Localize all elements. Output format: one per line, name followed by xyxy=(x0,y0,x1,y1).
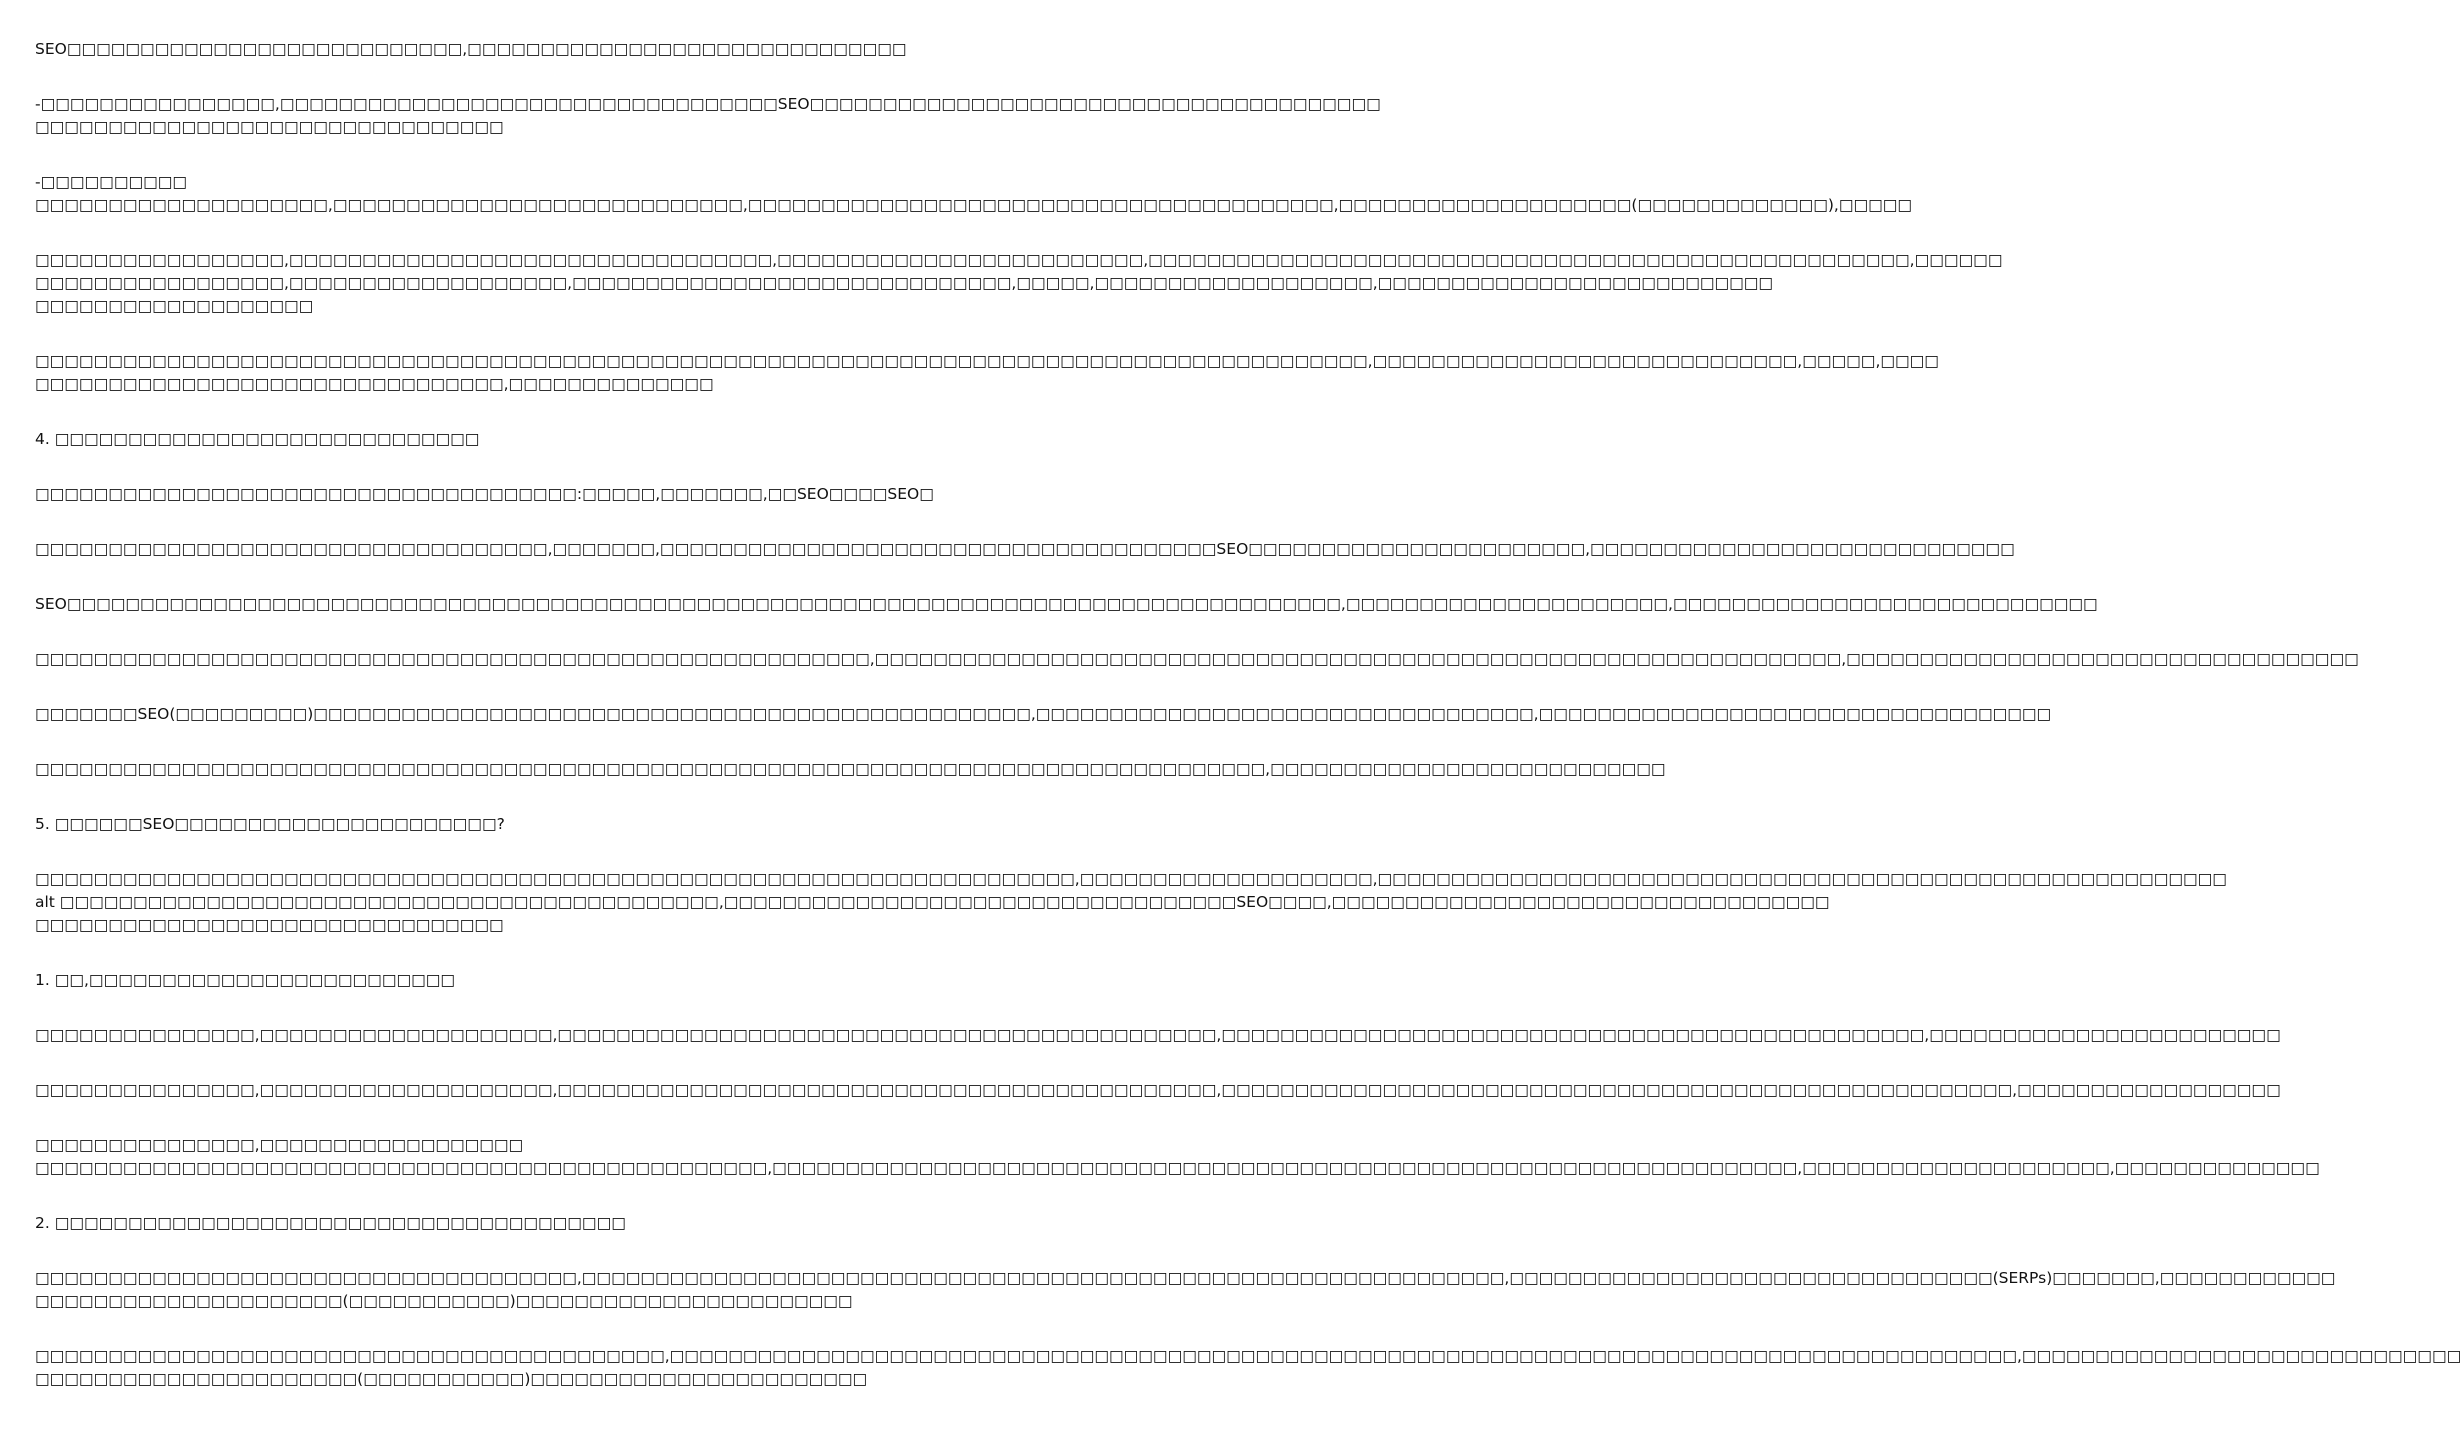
paragraph xyxy=(35,648,2359,671)
section-heading xyxy=(35,813,990,836)
text-line: □□□□□□□□□□□□□□□□□,□□□□□□□□□□□□□□□□□□□□□□□□□□□□□□□□□,□□□□□□□□□□□□□□□□□□□□□□□□□,□□□□□□□□□□□□□□□□□□□□□□□□□□□□□□□□□□□□□□□□□□□□□□□□□□□□,□□□□□□ xyxy=(35,251,2003,269)
section-heading xyxy=(35,969,990,992)
paragraph xyxy=(35,538,2015,561)
text-line: □□□□□□□□□□□□□□□□□□□□□(□□□□□□□□□□□)□□□□□□□□□□□□□□□□□□□□□□□ xyxy=(35,1292,853,1310)
text-line: □□□□□□□□□□□□□□□□□□□□□□□□□□□□□□□□□□□□□,□□□□□□□□□□□□□□□□□□□□□□□□□□□□□□□□□□□□□□□□□□□□□□□□□□□□□□□□□□□□□□□,□□□□□□□□□□□□□□□□□□□□□□□□□□□□□□□□□(SERPs)□□□□□□□,□□□□□□□□□□□□ xyxy=(35,1269,2336,1287)
text-line: 1. □□,□□□□□□□□□□□□□□□□□□□□□□□□□ xyxy=(35,971,456,989)
text-line: □□□□□□□□□□□□□□□,□□□□□□□□□□□□□□□□□□□□,□□□□□□□□□□□□□□□□□□□□□□□□□□□□□□□□□□□□□□□□□□□□□,□□□□□□□□□□□□□□□□□□□□□□□□□□□□□□□□□□□□□□□□□□□□□□□□□□□□□□,□□□□□□□□□□□□□□□□□□ xyxy=(35,1081,2281,1099)
paragraph xyxy=(35,1079,2281,1102)
paragraph xyxy=(35,593,2098,616)
paragraph xyxy=(35,703,2052,726)
text-line: SEO□□□□□□□□□□□□□□□□□□□□□□□□□□□□□□□□□□□□□□□□□□□□□□□□□□□□□□□□□□□□□□□□□□□□□□□□□□□□□□□□□□□□□□□,□□□□□□□□□□□□□□□□□□□□□□,□□□□□□□□□□□□□□□□□□□□□□□□□□□□□ xyxy=(35,595,2098,613)
text-line: □□□□□□□□□□□□□□□□□□□□,□□□□□□□□□□□□□□□□□□□□□□□□□□□□,□□□□□□□□□□□□□□□□□□□□□□□□□□□□□□□□□□□□□□□□,□□□□□□□□□□□□□□□□□□□□(□□□□□□□□□□□□□),□□□□□ xyxy=(35,196,1913,214)
paragraph xyxy=(35,1024,2281,1047)
text-line: □□□□□□□□□□□□□□□□□□□□□□□□□□□□□□□□□□□□□□□□□□□□□□□□□□□□□□□□□□□□□□□□□□□□□□□□□□□□□□□□□□□□,□□□□□□□□□□□□□□□□□□□□□□□□□□□ xyxy=(35,760,1666,778)
text-line: □□□□□□□SEO(□□□□□□□□□)□□□□□□□□□□□□□□□□□□□□□□□□□□□□□□□□□□□□□□□□□□□□□□□□□,□□□□□□□□□□□□□□□□□□□□□□□□□□□□□□□□□□,□□□□□□□□□□□□□□□□□□□□□□□□□□□□□□□□□□□ xyxy=(35,705,2052,723)
text-line: □□□□□□□□□□□□□□□□□□□□□□□□□□□□□□□□,□□□□□□□□□□□□□□ xyxy=(35,375,714,393)
text-line: 2. □□□□□□□□□□□□□□□□□□□□□□□□□□□□□□□□□□□□□□□ xyxy=(35,1214,626,1232)
text-line: □□□□□□□□□□□□□□□□□,□□□□□□□□□□□□□□□□□□□,□□□□□□□□□□□□□□□□□□□□□□□□□□□□□□,□□□□□,□□□□□□□□□□□□□□□□□□□,□□□□□□□□□□□□□□□□□□□□□□□□□□□ xyxy=(35,274,1774,292)
text-line: □□□□□□□□□□□□□□□□□□□□□□□□□□□□□□□□□□□□□□□□□□□□□□□□□□□□□□□□□□□□□□□□□□□□□□□□□□□□□□□□□□□□□□□□□□□,□□□□□□□□□□□□□□□□□□□□□□□□□□□□□,□□□□□,□□□□ xyxy=(35,352,1939,370)
paragraph xyxy=(35,93,1381,139)
paragraph xyxy=(35,38,990,61)
section-heading xyxy=(35,428,990,451)
text-line: □□□□□□□□□□□□□□□□□□□□□□(□□□□□□□□□□□)□□□□□□□□□□□□□□□□□□□□□□□ xyxy=(35,1370,868,1388)
text-line: □□□□□□□□□□□□□□□,□□□□□□□□□□□□□□□□□□□□,□□□□□□□□□□□□□□□□□□□□□□□□□□□□□□□□□□□□□□□□□□□□□,□□□□□□□□□□□□□□□□□□□□□□□□□□□□□□□□□□□□□□□□□□□□□□□□,□□□□□□□□□□□□□□□□□□□□□□□□ xyxy=(35,1026,2281,1044)
paragraph xyxy=(35,171,1913,217)
paragraph xyxy=(35,868,2227,937)
text-line: □□□□□□□□□□□□□□□,□□□□□□□□□□□□□□□□□□ xyxy=(35,1136,524,1154)
text-line: -□□□□□□□□□□ xyxy=(35,173,188,191)
text-line: -□□□□□□□□□□□□□□□□,□□□□□□□□□□□□□□□□□□□□□□□□□□□□□□□□□□SEO□□□□□□□□□□□□□□□□□□□□□□□□□□□□□□□□□□□□□□□ xyxy=(35,95,1381,113)
text-line: □□□□□□□□□□□□□□□□□□□□□□□□□□□□□□□□□□□□□□□□□□□□□□□□□□,□□□□□□□□□□□□□□□□□□□□□□□□□□□□□□□□□□□□□□□□□□□□□□□□□□□□□□□□□□□□□□□□□□□□□□,□□□□□□□□□□□□□□□□□□□□□,□□□□□□□□□□□□□□ xyxy=(35,1159,2320,1177)
text-line: □□□□□□□□□□□□□□□□□□□ xyxy=(35,297,314,315)
document-body xyxy=(35,38,2461,1423)
paragraph xyxy=(35,249,2003,318)
paragraph xyxy=(35,758,1666,781)
text-line: □□□□□□□□□□□□□□□□□□□□□□□□□□□□□□□□□□□□□□□□□□□,□□□□□□□□□□□□□□□□□□□□□□□□□□□□□□□□□□□□□□□□□□□□□□□□□□□□□□□□□□□□□□□□□□□□□□□□□□□□□□□□□□□□□□□□□□□□,□□□□□□□□□□□□□□□□□□□□□□□□□□□□□□ xyxy=(35,1347,2461,1365)
text-line: 5. □□□□□□SEO□□□□□□□□□□□□□□□□□□□□□□? xyxy=(35,815,505,833)
text-line: □□□□□□□□□□□□□□□□□□□□□□□□□□□□□□□□□□□□□□□□□□□□□□□□□□□□□□□□□,□□□□□□□□□□□□□□□□□□□□□□□□□□□□□□□□□□□□□□□□□□□□□□□□□□□□□□□□□□□□□□□□□□,□□□□□□□□□□□□□□□□□□□□□□□□□□□□□□□□□□□ xyxy=(35,650,2359,668)
text-line: □□□□□□□□□□□□□□□□□□□□□□□□□□□□□□□□□□□□□□□□□□□□□□□□□□□□□□□□□□□□□□□□□□□□□□□,□□□□□□□□□□□□□□□□□□□□,□□□□□□□□□□□□□□□□□□□□□□□□□□□□□□□□□□□□□□□□□□□□□□□□□□□□□□□□□□ xyxy=(35,870,2227,888)
text-line: SEO□□□□□□□□□□□□□□□□□□□□□□□□□□□,□□□□□□□□□□□□□□□□□□□□□□□□□□□□□□ xyxy=(35,40,907,58)
text-line: □□□□□□□□□□□□□□□□□□□□□□□□□□□□□□□□□□□,□□□□□□□,□□□□□□□□□□□□□□□□□□□□□□□□□□□□□□□□□□□□□□SEO□□□□□□□□□□□□□□□□□□□□□□□,□□□□□□□□□□□□□□□□□□□□□□□□□□□□□ xyxy=(35,540,2015,558)
paragraph xyxy=(35,350,1939,396)
paragraph xyxy=(35,1267,2336,1313)
text-line: □□□□□□□□□□□□□□□□□□□□□□□□□□□□□□□□□□□□□:□□□□□,□□□□□□□,□□SEO□□□□SEO□ xyxy=(35,485,934,503)
section-heading xyxy=(35,1212,990,1235)
paragraph xyxy=(35,1134,2320,1180)
text-line: □□□□□□□□□□□□□□□□□□□□□□□□□□□□□□□□ xyxy=(35,916,504,934)
paragraph xyxy=(35,483,990,506)
text-line: □□□□□□□□□□□□□□□□□□□□□□□□□□□□□□□□ xyxy=(35,118,504,136)
paragraph xyxy=(35,1345,2461,1391)
text-line: 4. □□□□□□□□□□□□□□□□□□□□□□□□□□□□□ xyxy=(35,430,480,448)
text-line: alt □□□□□□□□□□□□□□□□□□□□□□□□□□□□□□□□□□□□□□□□□□□□□,□□□□□□□□□□□□□□□□□□□□□□□□□□□□□□□□□□□SEO□□□□,□□□□□□□□□□□□□□□□□□□□□□□□□□□□□□□□□□ xyxy=(35,893,1830,911)
